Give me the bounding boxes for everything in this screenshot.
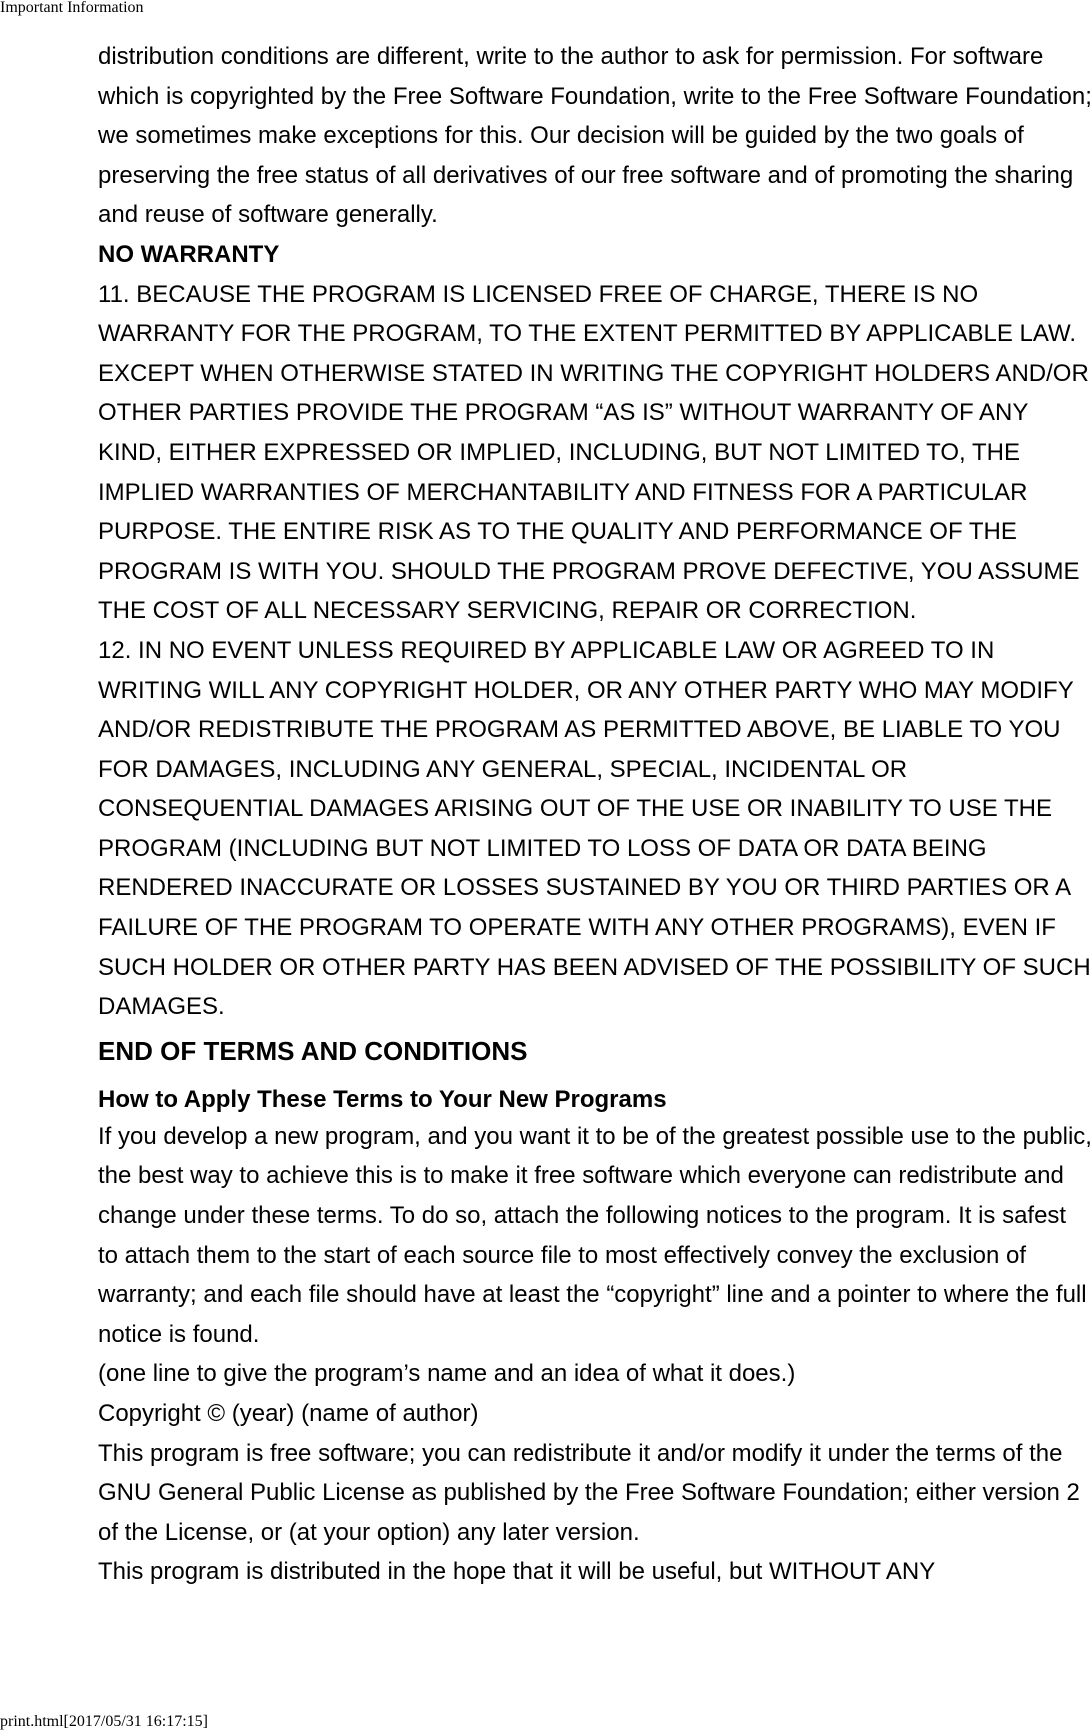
notice-program-name-line: (one line to give the program’s name and an idea of what it does.) — [98, 1360, 796, 1388]
how-to-apply-heading: How to Apply These Terms to Your New Programs — [98, 1085, 667, 1113]
notice-warranty-paragraph: This program is distributed in the hope that it will be useful, but WITHOUT ANY — [98, 1558, 936, 1586]
intro-paragraph: distribution conditions are different, write to the author to ask for permission. For software which is copyrighted by the Free Software Foundation, write to the Free Software Foundation; we sometimes make exceptions for this. Our decision will be guided by the two goals of preserving the free status of all derivatives of our free software and of promoting the sharing and reuse of software generally. — [98, 43, 1092, 229]
clause-12-paragraph: 12. IN NO EVENT UNLESS REQUIRED BY APPLICABLE LAW OR AGREED TO IN WRITING WILL ANY COPYRIGHT HOLDER, OR ANY OTHER PARTY WHO MAY MODIFY AND/OR REDISTRIBUTE THE PROGRAM AS PERMITTED ABOVE, BE LIABLE TO YOU FOR DAMAGES, INCLUDING ANY GENERAL, SPECIAL, INCIDENTAL OR CONSEQUENTIAL DAMAGES ARISING OUT OF THE USE OR INABILITY TO USE THE PROGRAM (INCLUDING BUT NOT LIMITED TO LOSS OF DATA OR DATA BEING RENDERED INACCURATE OR LOSSES SUSTAINED BY YOU OR THIRD PARTIES OR A FAILURE OF THE PROGRAM TO OPERATE WITH ANY OTHER PROGRAMS), EVEN IF SUCH HOLDER OR OTHER PARTY HAS BEEN ADVISED OF THE POSSIBILITY OF SUCH DAMAGES. — [98, 636, 1091, 1021]
how-to-apply-paragraph: If you develop a new program, and you want it to be of the greatest possible use to the public, the best way to achieve this is to make it free software which everyone can redistribute and change under these terms. To do so, attach the following notices to the program. It is safest to attach them to the start of each source file to most effectively convey the exclusion of warranty; and each file should have at least the “copyright” line and a pointer to where the full notice is found. — [98, 1122, 1092, 1348]
print-footer-source: print.html[2017/05/31 16:17:15] — [0, 1713, 208, 1730]
end-of-terms-heading: END OF TERMS AND CONDITIONS — [98, 1035, 528, 1066]
no-warranty-heading: NO WARRANTY — [98, 240, 280, 268]
notice-copyright-line: Copyright © (year) (name of author) — [98, 1400, 479, 1427]
notice-license-paragraph: This program is free software; you can redistribute it and/or modify it under the terms of the GNU General Public License as published by the Free Software Foundation; either version 2 of the License, or (at your option) any later version. — [98, 1439, 1080, 1546]
print-header-title: Important Information — [0, 0, 144, 16]
clause-11-paragraph: 11. BECAUSE THE PROGRAM IS LICENSED FREE OF CHARGE, THERE IS NO WARRANTY FOR THE PROGRAM, TO THE EXTENT PERMITTED BY APPLICABLE LAW. EXCEPT WHEN OTHERWISE STATED IN WRITING THE COPYRIGHT HOLDERS AND/OR OTHER PARTIES PROVIDE THE PROGRAM “AS IS” WITHOUT WARRANTY OF ANY KIND, EITHER EXPRESSED OR IMPLIED, INCLUDING, BUT NOT LIMITED TO, THE IMPLIED WARRANTIES OF MERCHANTABILITY AND FITNESS FOR A PARTICULAR PURPOSE. THE ENTIRE RISK AS TO THE QUALITY AND PERFORMANCE OF THE PROGRAM IS WITH YOU. SHOULD THE PROGRAM PROVE DEFECTIVE, YOU ASSUME THE COST OF ALL NECESSARY SERVICING, REPAIR OR CORRECTION. — [98, 280, 1089, 625]
document-body — [98, 37, 1092, 1592]
